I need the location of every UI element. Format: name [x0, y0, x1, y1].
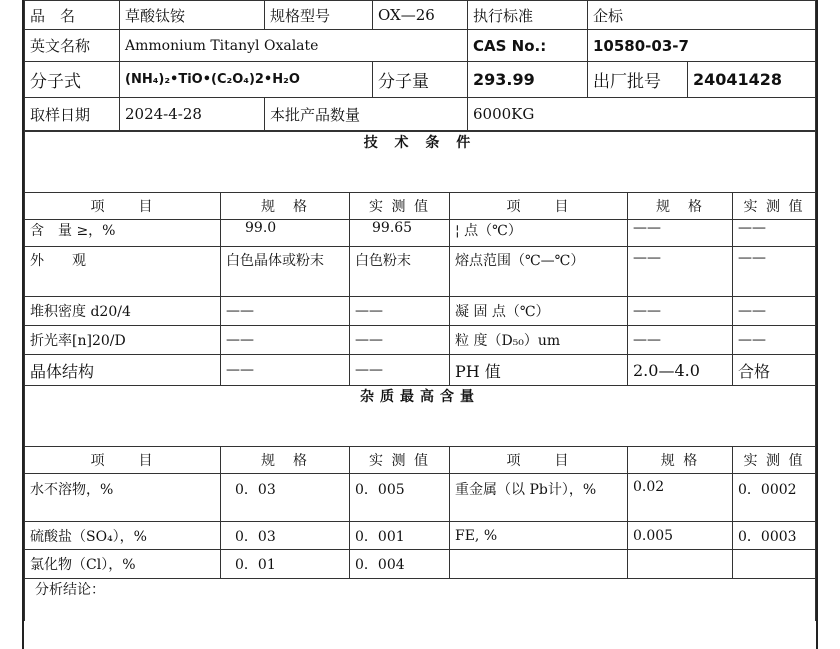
formula-label: 分子式	[25, 62, 120, 98]
cell: 0．0002	[733, 474, 816, 522]
cell: 白色粉末	[350, 247, 450, 297]
cell: 含 量 ≥，%	[25, 220, 221, 247]
cell: ——	[733, 247, 816, 297]
cell	[450, 550, 628, 579]
cell: ——	[628, 326, 733, 355]
table-row	[25, 550, 816, 579]
name-label: 品 名	[25, 1, 120, 30]
cas-label: CAS No.:	[468, 30, 588, 62]
formula-value: (NH₄)₂•TiO•(C₂O₄)2•H₂O	[120, 62, 373, 98]
cell: PH 值	[450, 355, 628, 386]
cell: 0．03	[221, 474, 350, 522]
cell: 0．01	[221, 550, 350, 579]
cell: 2.0—4.0	[628, 355, 733, 386]
cell: 白色晶体或粉末	[221, 247, 350, 297]
impurity-header-item-2: 项 目	[450, 447, 628, 474]
impurity-title-row	[25, 386, 816, 447]
cell: ——	[221, 326, 350, 355]
cell: ——	[221, 297, 350, 326]
sample-date-value: 2024-4-28	[120, 98, 265, 131]
cell: ¦ 点（℃）	[450, 220, 628, 247]
cell: ——	[628, 220, 733, 247]
cell: 水不溶物，%	[25, 474, 221, 522]
conclusion-label: 分析结论：	[25, 579, 816, 622]
cell: ——	[733, 220, 816, 247]
impurity-header-spec-1: 规 格	[221, 447, 350, 474]
batch-value: 24041428	[688, 62, 816, 98]
tech-header-measured-1: 实 测 值	[350, 193, 450, 220]
cell: 氯化物（Cl），%	[25, 550, 221, 579]
cell: 合格	[733, 355, 816, 386]
table-row	[25, 522, 816, 550]
cell: 0．001	[350, 522, 450, 550]
info-row-1	[25, 1, 816, 30]
cell: 凝 固 点（℃）	[450, 297, 628, 326]
qty-label: 本批产品数量	[265, 98, 468, 131]
impurity-header-measured-1: 实 测 值	[350, 447, 450, 474]
table-row	[25, 220, 816, 247]
impurity-title: 杂质最高含量	[25, 386, 816, 447]
info-row-3	[25, 62, 816, 98]
tech-title-row	[25, 132, 816, 193]
cell: 0.005	[628, 522, 733, 550]
cell: ——	[628, 247, 733, 297]
cell: ——	[733, 326, 816, 355]
english-value: Ammonium Titanyl Oxalate	[120, 30, 468, 62]
cell: 重金属（以 Pb计），%	[450, 474, 628, 522]
model-label: 规格型号	[265, 1, 373, 30]
cell: 堆积密度 d20/4	[25, 297, 221, 326]
impurity-header-measured-2: 实 测 值	[733, 447, 816, 474]
tech-header-spec-1: 规 格	[221, 193, 350, 220]
tech-header-measured-2: 实 测 值	[733, 193, 816, 220]
english-label: 英文名称	[25, 30, 120, 62]
cell: 晶体结构	[25, 355, 221, 386]
certificate-sheet	[22, 0, 818, 649]
cell: 0．0003	[733, 522, 816, 550]
cell: 熔点范围（℃—℃）	[450, 247, 628, 297]
table-row	[25, 247, 816, 297]
cell: ——	[221, 355, 350, 386]
tech-header-item-1: 项 目	[25, 193, 221, 220]
info-row-4	[25, 98, 816, 131]
cell: ——	[628, 297, 733, 326]
cell: 0.02	[628, 474, 733, 522]
tech-conditions-table	[24, 131, 816, 621]
cell: ——	[733, 297, 816, 326]
cell: 折光率[n]20/D	[25, 326, 221, 355]
cell	[733, 550, 816, 579]
batch-label: 出厂批号	[588, 62, 688, 98]
tech-title: 技 术 条 件	[25, 132, 816, 193]
name-value: 草酸钛铵	[120, 1, 265, 30]
cell: 粒 度（D₅₀）um	[450, 326, 628, 355]
cell: 99.65	[350, 220, 450, 247]
qty-value: 6000KG	[468, 98, 816, 131]
info-row-2	[25, 30, 816, 62]
cell: FE, %	[450, 522, 628, 550]
cell: 硫酸盐（SO₄），%	[25, 522, 221, 550]
table-row	[25, 474, 816, 522]
table-row	[25, 355, 816, 386]
tech-header-item-2: 项 目	[450, 193, 628, 220]
cell: 0．005	[350, 474, 450, 522]
sample-date-label: 取样日期	[25, 98, 120, 131]
conclusion-row	[25, 579, 816, 622]
cell: 99.0	[221, 220, 350, 247]
table-row	[25, 297, 816, 326]
mw-label: 分子量	[373, 62, 468, 98]
cell: ——	[350, 326, 450, 355]
cell: ——	[350, 355, 450, 386]
model-value: OX—26	[373, 1, 468, 30]
table-row	[25, 326, 816, 355]
cell: 外 观	[25, 247, 221, 297]
cell	[628, 550, 733, 579]
impurity-header-item-1: 项 目	[25, 447, 221, 474]
tech-header-row	[25, 193, 816, 220]
standard-value: 企标	[588, 1, 816, 30]
cell: ——	[350, 297, 450, 326]
tech-header-spec-2: 规 格	[628, 193, 733, 220]
cas-value: 10580-03-7	[588, 30, 816, 62]
mw-value: 293.99	[468, 62, 588, 98]
standard-label: 执行标准	[468, 1, 588, 30]
impurity-header-row	[25, 447, 816, 474]
product-info-table	[24, 0, 816, 131]
impurity-header-spec-2: 规 格	[628, 447, 733, 474]
cell: 0．03	[221, 522, 350, 550]
cell: 0．004	[350, 550, 450, 579]
